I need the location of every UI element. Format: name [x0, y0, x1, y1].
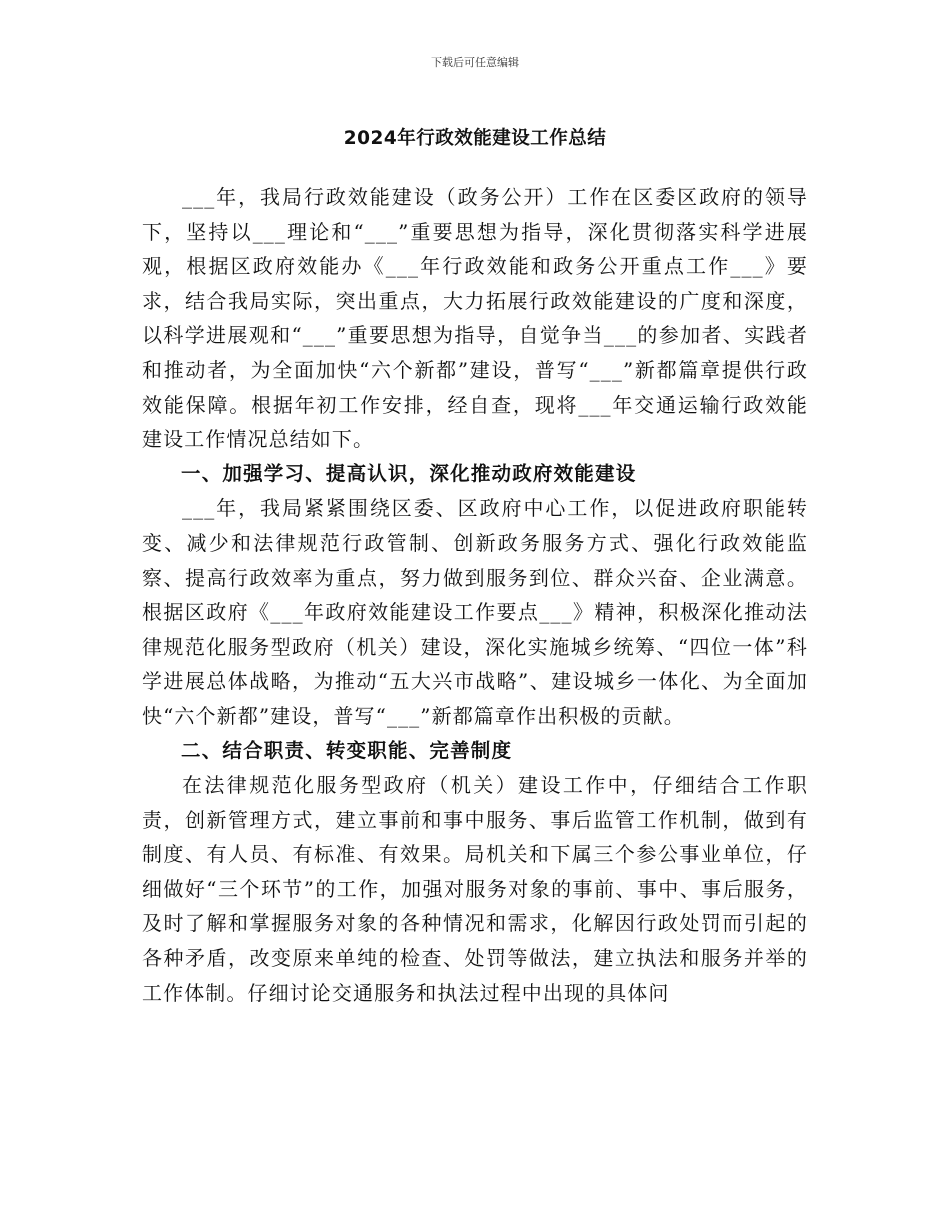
paragraph-section-1: ___年，我局紧紧围绕区委、区政府中心工作，以促进政府职能转变、减少和法律规范行政管制、创新政务服务方式、强化行政效能监察、提高行政效率为重点，努力做到服务到位、群众兴奋、企业满意。根据区政府《___年政府效能建设工作要点___》精神，积极深化推动法律规范化服务型政府（机关）建设，深化实施城乡统筹、“四位一体”科学进展总体战略，为推动“五大兴市战略”、建设城乡一体化、为全面加快“六个新都”建设，普写“___”新都篇章作出积极的贡献。 — [142, 496, 808, 728]
paragraph-section-2: 在法律规范化服务型政府（机关）建设工作中，仔细结合工作职责，创新管理方式，建立事前和事中服务、事后监管工作机制，做到有制度、有人员、有标准、有效果。局机关和下属三个参公事业单位，仔细做好“三个环节”的工作，加强对服务对象的事前、事中、事后服务，及时了解和掌握服务对象的各种情况和需求，化解因行政处罚而引起的各种矛盾，改变原来单纯的检查、处罚等做法，建立执法和服务并举的工作体制。仔细讨论交通服务和执法过程中出现的具体问 — [142, 773, 808, 1005]
section-heading-2: 二、结合职责、转变职能、完善制度 — [181, 738, 513, 762]
header-note: 下载后可任意编辑 — [431, 56, 519, 69]
section-heading-1: 一、加强学习、提高认识，深化推动政府效能建设 — [181, 461, 637, 485]
paragraph-intro: ___年，我局行政效能建设（政务公开）工作在区委区政府的领导下，坚持以___理论和“___”重要思想为指导，深化贯彻落实科学进展观，根据区政府效能办《___年行政效能和政务公开重点工作___》要求，结合我局实际，突出重点，大力拓展行政效能建设的广度和深度，以科学进展观和“___”重要思想为指导，自觉争当___的参加者、实践者和推动者，为全面加快“六个新都”建设，普写“___”新都篇章提供行政效能保障。根据年初工作安排，经自查，现将___年交通运输行政效能建设工作情况总结如下。 — [142, 185, 808, 452]
document-body — [142, 180, 808, 1010]
document-title: 2024年行政效能建设工作总结 — [343, 128, 607, 149]
